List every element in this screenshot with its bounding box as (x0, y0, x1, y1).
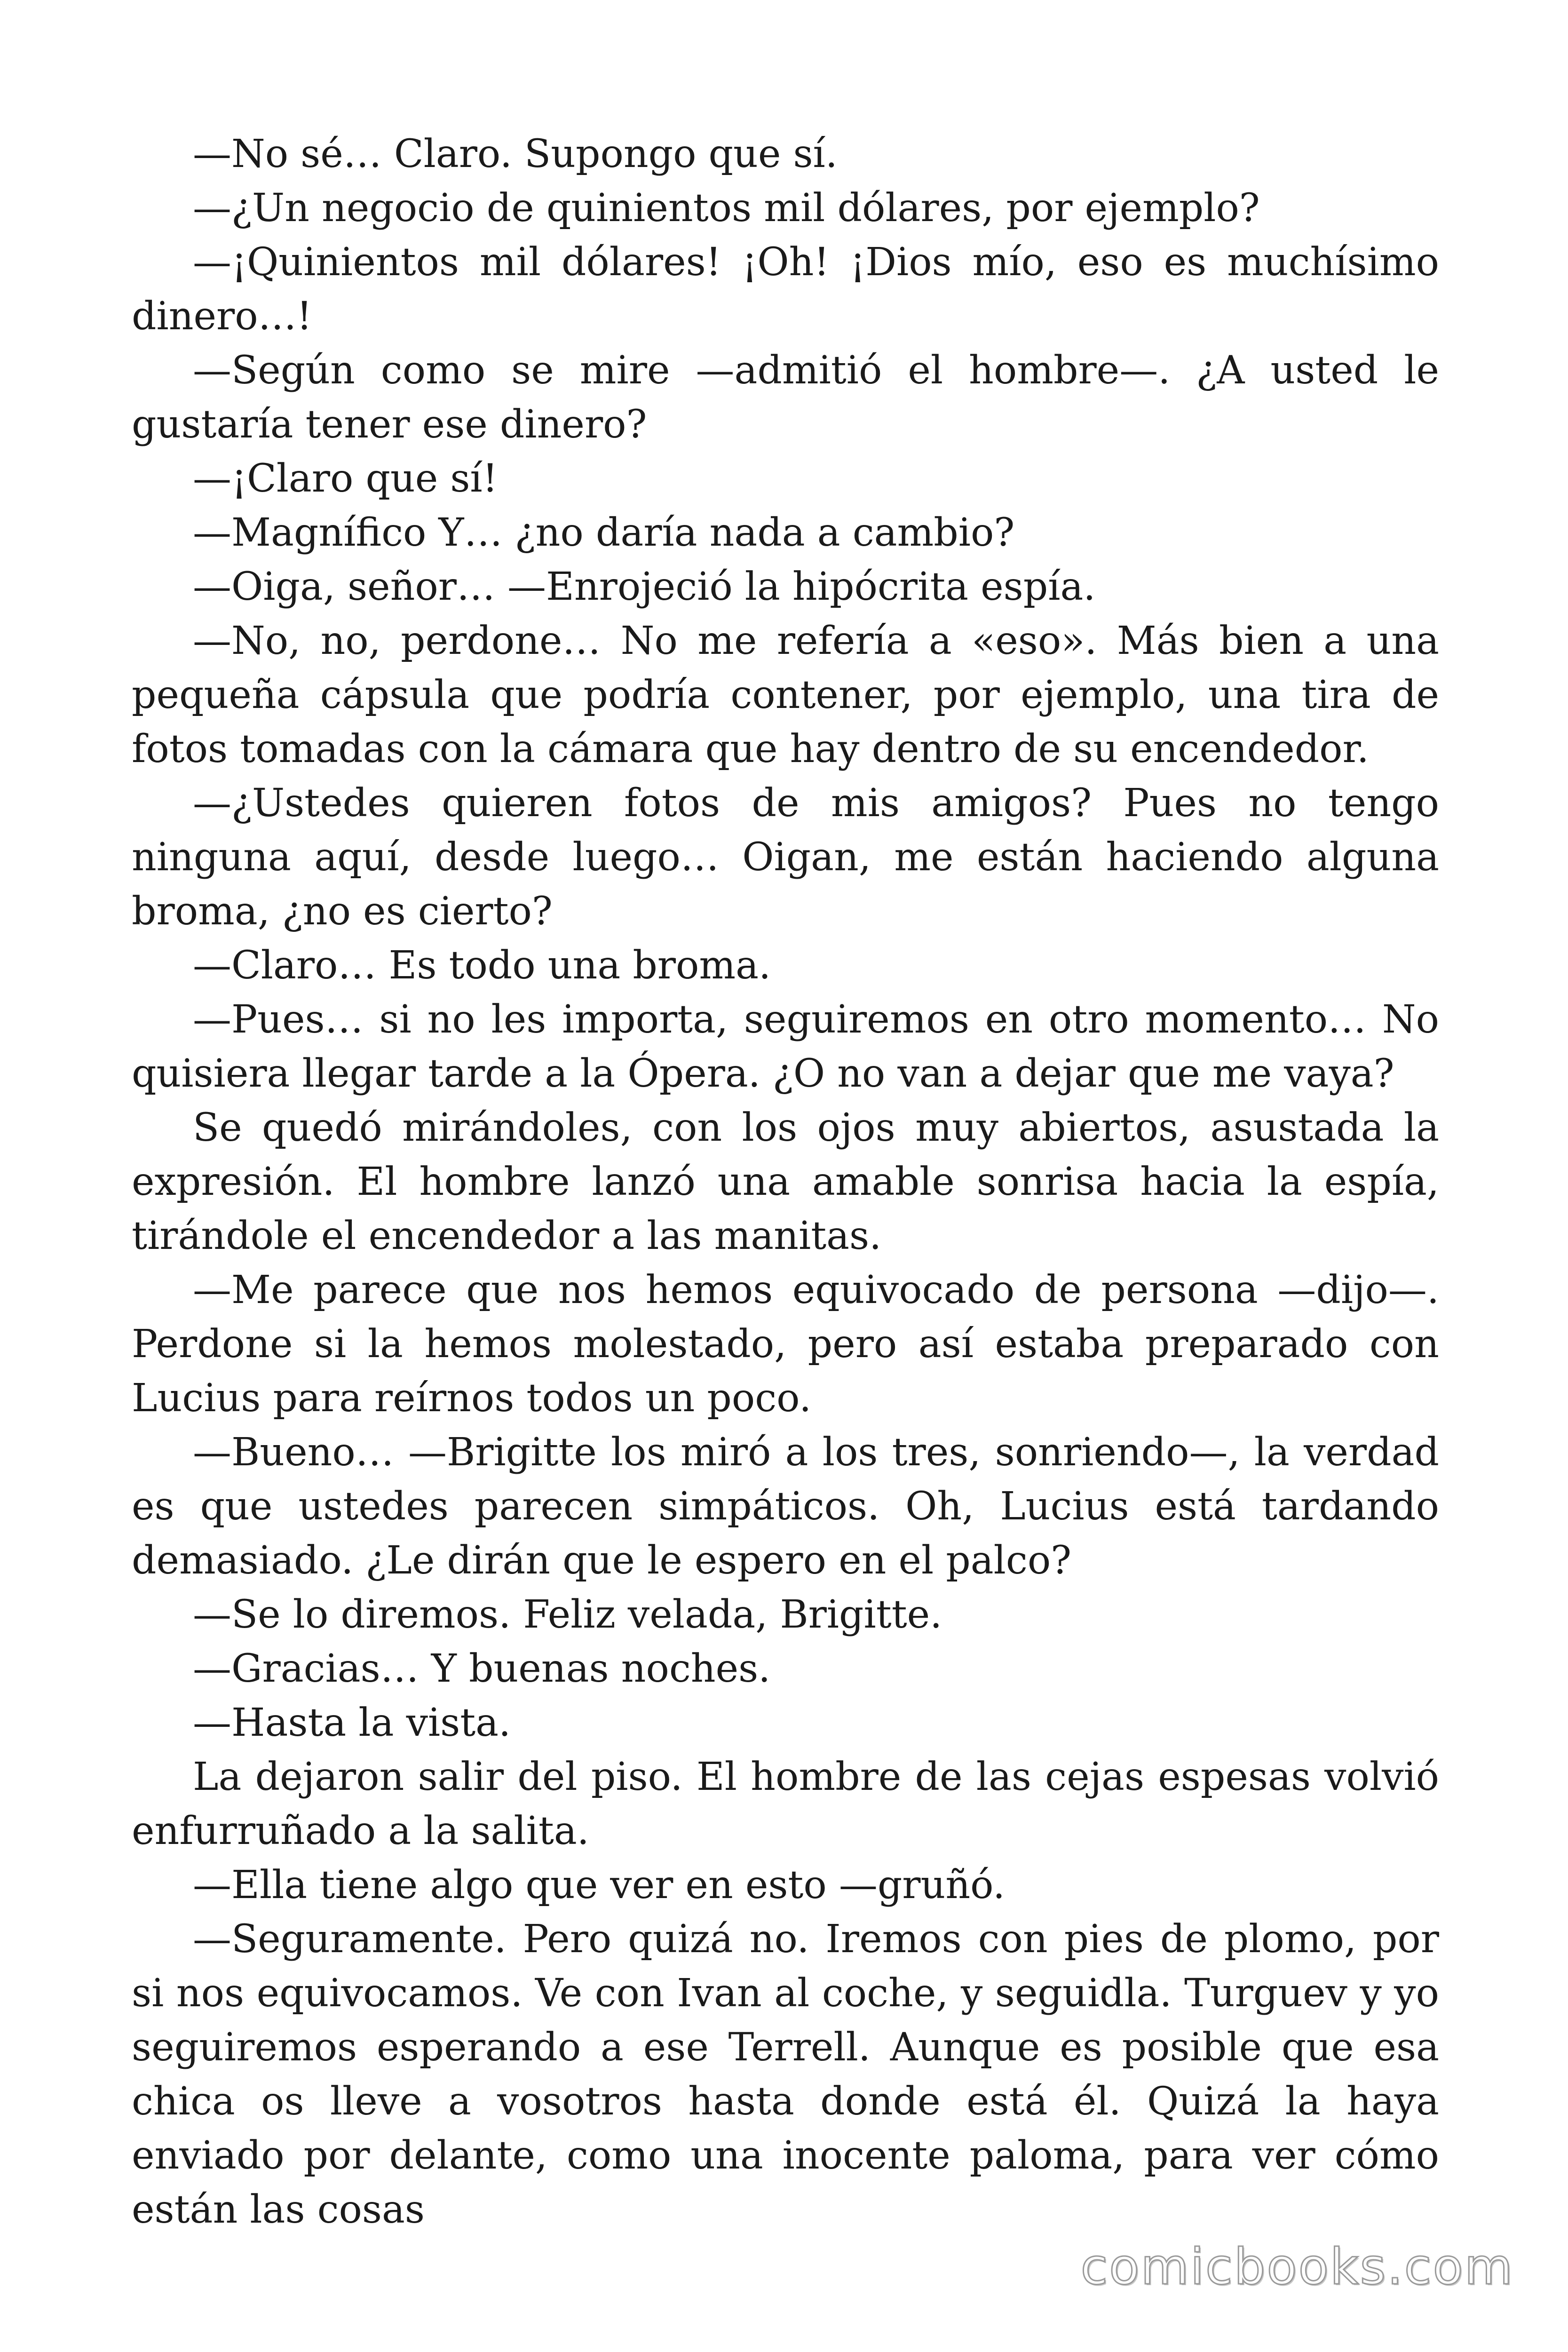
paragraph: —¡Quinientos mil dólares! ¡Oh! ¡Dios mío, eso es muchísimo dinero…! (132, 240, 1439, 339)
paragraph: —¿Ustedes quieren fotos de mis amigos? Pues no tengo ninguna aquí, desde luego… Oigan, me están haciendo alguna broma, ¿no es cierto? (132, 781, 1439, 934)
paragraph: —Hasta la vista. (193, 1700, 511, 1745)
page-body (132, 127, 1439, 2237)
paragraph: —¿Un negocio de quinientos mil dólares, por ejemplo? (193, 186, 1260, 230)
paragraph: Se quedó mirándoles, con los ojos muy abiertos, asustada la expresión. El hombre lanzó una amable sonrisa hacia la espía, tirándole el encendedor a las manitas. (132, 1105, 1439, 1258)
paragraph: —Gracias… Y buenas noches. (193, 1646, 771, 1691)
paragraph: —¡Claro que sí! (193, 456, 498, 501)
paragraph: —Oiga, señor… —Enrojeció la hipócrita espía. (193, 564, 1096, 609)
paragraph: —Magnífico Y… ¿no daría nada a cambio? (193, 510, 1015, 555)
paragraph: La dejaron salir del piso. El hombre de las cejas espesas volvió enfurruñado a la salita. (132, 1755, 1439, 1853)
paragraph: —Se lo diremos. Feliz velada, Brigitte. (193, 1592, 942, 1637)
paragraph: —Me parece que nos hemos equivocado de persona —dijo—. Perdone si la hemos molestado, pero así estaba preparado con Lucius para reírnos todos un poco. (132, 1268, 1439, 1421)
paragraph: —Según como se mire —admitió el hombre—. ¿A usted le gustaría tener ese dinero? (132, 348, 1439, 447)
paragraph: —Bueno… —Brigitte los miró a los tres, sonriendo—, la verdad es que ustedes parecen simpáticos. Oh, Lucius está tardando demasiado. ¿Le dirán que le espero en el palco? (132, 1430, 1439, 1583)
paragraph: —Claro… Es todo una broma. (193, 943, 771, 988)
paragraph: —Seguramente. Pero quizá no. Iremos con pies de plomo, por si nos equivocamos. Ve con Ivan al coche, y seguidla. Turguev y yo seguiremos esperando a ese Terrell. Aunque es posible que esa chica os lleve a vosotros hasta donde está él. Quizá la haya enviado por delante, como una inocente paloma, para ver cómo están las cosas (132, 1917, 1439, 2232)
watermark: comicbooks.com (1080, 2238, 1514, 2296)
paragraph: —No sé… Claro. Supongo que sí. (193, 132, 838, 176)
paragraph: —Ella tiene algo que ver en esto —gruñó. (193, 1863, 1006, 1907)
paragraph: —Pues… si no les importa, seguiremos en otro momento… No quisiera llegar tarde a la Ópera. ¿O no van a dejar que me vaya? (132, 997, 1439, 1096)
paragraph: —No, no, perdone… No me refería a «eso». Más bien a una pequeña cápsula que podría contener, por ejemplo, una tira de fotos tomadas con la cámara que hay dentro de su encendedor. (132, 619, 1439, 771)
